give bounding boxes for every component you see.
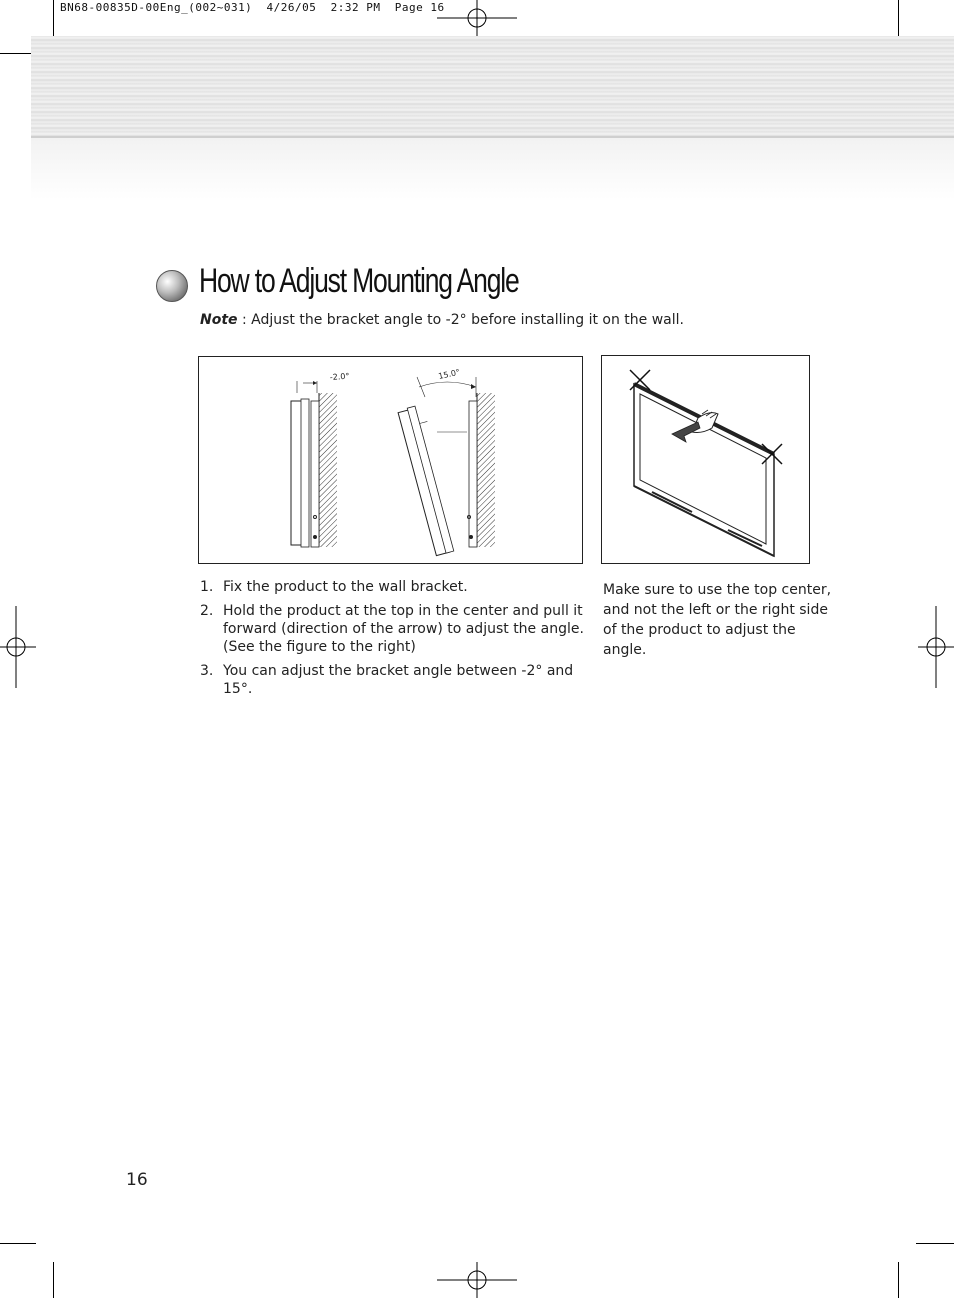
crop-mark xyxy=(0,1243,36,1244)
tv-hand-diagram xyxy=(602,356,809,563)
header-banner xyxy=(31,36,954,138)
registration-mark xyxy=(437,1262,517,1298)
crop-mark xyxy=(53,1262,54,1298)
crop-mark xyxy=(898,1262,899,1298)
tv-adjust-figure xyxy=(601,355,810,564)
print-slug: BN68-00835D-00Eng_(002~031) 4/26/05 2:32 PM Page 16 xyxy=(60,1,445,14)
header-banner-fade xyxy=(31,138,954,200)
list-item xyxy=(200,578,590,596)
crop-mark xyxy=(898,0,899,36)
section-bullet-icon xyxy=(156,270,188,302)
step-text: Hold the product at the top in the center and pull it forward (direction of the arrow) to adjust the angle. (See the figure to the right) xyxy=(223,603,584,655)
registration-mark xyxy=(437,0,517,36)
page-title: How to Adjust Mounting Angle xyxy=(199,262,519,300)
registration-mark xyxy=(918,606,954,688)
step-text: You can adjust the bracket angle between -2° and 15°. xyxy=(223,663,574,697)
list-item xyxy=(200,602,590,656)
step-number: 3. xyxy=(200,663,214,679)
step-text: Fix the product to the wall bracket. xyxy=(223,579,468,595)
note-line xyxy=(200,312,684,328)
note-text: : Adjust the bracket angle to -2° before installing it on the wall. xyxy=(237,312,684,328)
side-note: Make sure to use the top center, and not the left or the right side of the product to adjust the angle. xyxy=(603,582,832,658)
angle-label-minus2: -2.0° xyxy=(329,371,350,382)
steps-list xyxy=(200,578,590,704)
page-number: 16 xyxy=(126,1170,148,1190)
list-item xyxy=(200,662,590,698)
bracket-angle-figure xyxy=(198,356,583,564)
angle-label-15: 15.0° xyxy=(437,367,461,381)
step-number: 1. xyxy=(200,579,214,595)
registration-mark xyxy=(0,606,36,688)
crop-mark xyxy=(916,1243,954,1244)
bracket-angle-diagram xyxy=(199,357,582,563)
note-label: Note xyxy=(200,312,238,328)
crop-mark xyxy=(53,0,54,36)
step-number: 2. xyxy=(200,603,214,619)
